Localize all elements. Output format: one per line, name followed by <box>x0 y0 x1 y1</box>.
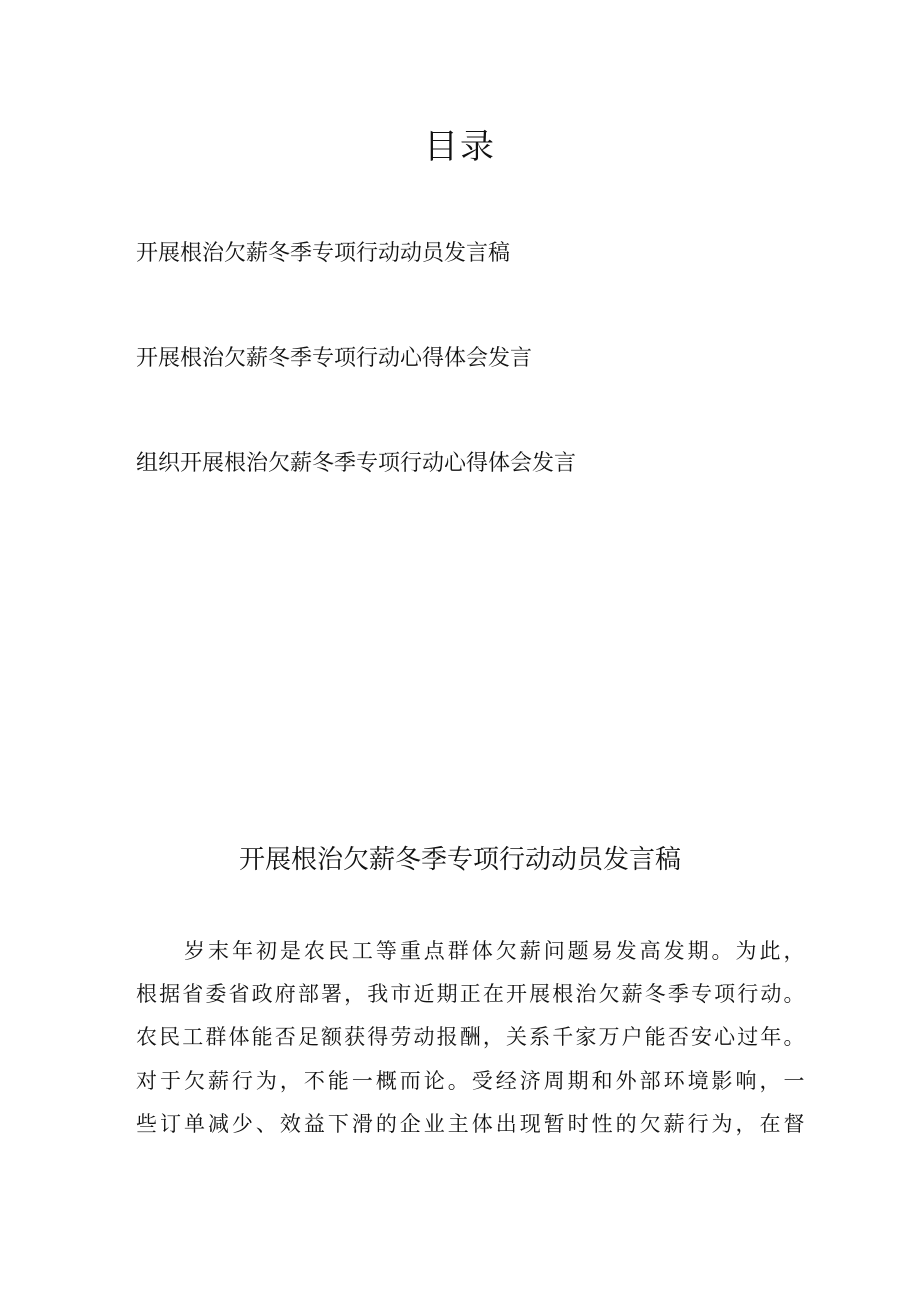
toc-item[interactable]: 开展根治欠薪冬季专项行动心得体会发言 <box>136 346 533 371</box>
body-line: 农民工群体能否足额获得劳动报酬，关系千家万户能否安心过年。 <box>136 1025 806 1050</box>
body-line: 对于欠薪行为，不能一概而论。受经济周期和外部环境影响，一 <box>136 1068 806 1093</box>
toc-list <box>136 232 836 547</box>
article-title: 开展根治欠薪冬季专项行动动员发言稿 <box>238 845 681 875</box>
article-body <box>136 930 806 1146</box>
toc-item[interactable]: 开展根治欠薪冬季专项行动动员发言稿 <box>136 241 511 266</box>
toc-title: 目录 <box>424 127 496 167</box>
body-line: 岁末年初是农民工等重点群体欠薪问题易发高发期。为此， <box>184 939 806 963</box>
body-line: 根据省委省政府部署，我市近期正在开展根治欠薪冬季专项行动。 <box>136 982 806 1007</box>
body-line: 些订单减少、效益下滑的企业主体出现暂时性的欠薪行为，在督 <box>136 1111 806 1136</box>
toc-item[interactable]: 组织开展根治欠薪冬季专项行动心得体会发言 <box>136 451 577 476</box>
